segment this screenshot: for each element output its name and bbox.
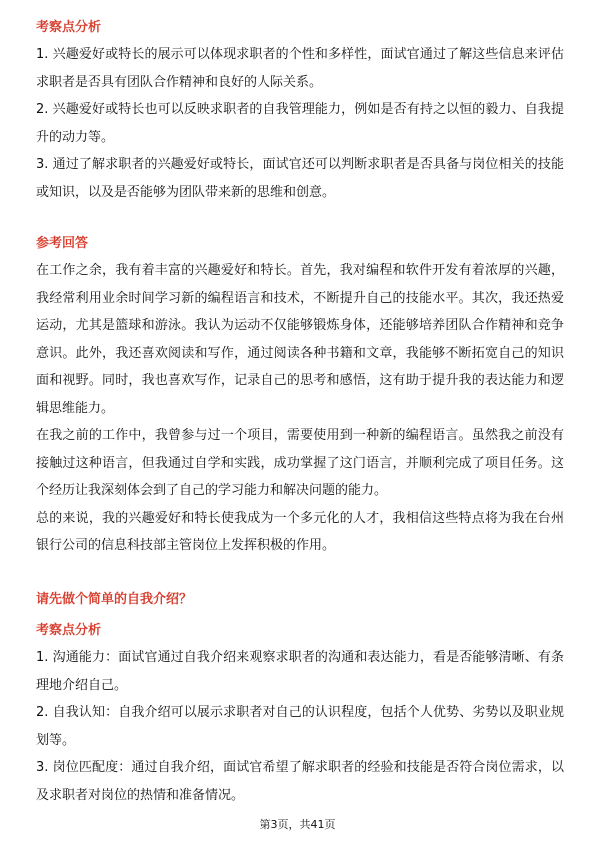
analysis-heading-1: 考察点分析 — [36, 20, 102, 35]
answer-paragraph-3: 总的来说，我的兴趣爱好和特长使我成为一个多元化的人才，我相信这些特点将为我在台州银行公司的信息科技部主管岗位上发挥积极的作用。 — [36, 510, 564, 553]
reference-answer-section — [36, 236, 564, 560]
analysis-section-1 — [36, 20, 564, 206]
analysis-section-2 — [36, 623, 564, 809]
analysis-heading-2: 考察点分析 — [36, 623, 102, 638]
page-number-footer: 第3页，共41页 — [259, 818, 336, 831]
answer-heading: 参考回答 — [36, 236, 89, 251]
analysis-point-1-2: 2. 兴趣爱好或特长也可以反映求职者的自我管理能力，例如是否有持之以恒的毅力、自我提升的动力等。 — [36, 102, 564, 145]
answer-paragraph-1: 在工作之余，我有着丰富的兴趣爱好和特长。首先，我对编程和软件开发有着浓厚的兴趣，我经常利用业余时间学习新的编程语言和技术，不断提升自己的技能水平。其次，我还热爱运动，尤其是篮球和游泳。我认为运动不仅能够锻炼身体，还能够培养团队合作精神和竞争意识。此外，我还喜欢阅读和写作，通过阅读各种书籍和文章，我能够不断拓宽自己的知识面和视野。同时，我也喜欢写作，记录自己的思考和感悟，这有助于提升我的表达能力和逻辑思维能力。 — [36, 263, 564, 416]
analysis-point-2-3: 3. 岗位匹配度：通过自我介绍，面试官希望了解求职者的经验和技能是否符合岗位需求，以及求职者对岗位的热情和准备情况。 — [36, 760, 564, 803]
answer-paragraph-2: 在我之前的工作中，我曾参与过一个项目，需要使用到一种新的编程语言。虽然我之前没有接触过这种语言，但我通过自学和实践，成功掌握了这门语言，并顺利完成了项目任务。这个经历让我深刻体会到了自己的学习能力和解决问题的能力。 — [36, 428, 564, 498]
analysis-point-2-1: 1. 沟通能力：面试官通过自我介绍来观察求职者的沟通和表达能力，看是否能够清晰、有条理地介绍自己。 — [36, 650, 564, 693]
analysis-point-1-3: 3. 通过了解求职者的兴趣爱好或特长，面试官还可以判断求职者是否具备与岗位相关的技能或知识，以及是否能够为团队带来新的思维和创意。 — [36, 157, 564, 200]
interview-question: 请先做个简单的自我介绍？ — [36, 592, 193, 607]
analysis-point-1-1: 1. 兴趣爱好或特长的展示可以体现求职者的个性和多样性，面试官通过了解这些信息来评估求职者是否具有团队合作精神和良好的人际关系。 — [36, 47, 564, 90]
analysis-point-2-2: 2. 自我认知：自我介绍可以展示求职者对自己的认识程度，包括个人优势、劣势以及职业规划等。 — [36, 705, 564, 748]
